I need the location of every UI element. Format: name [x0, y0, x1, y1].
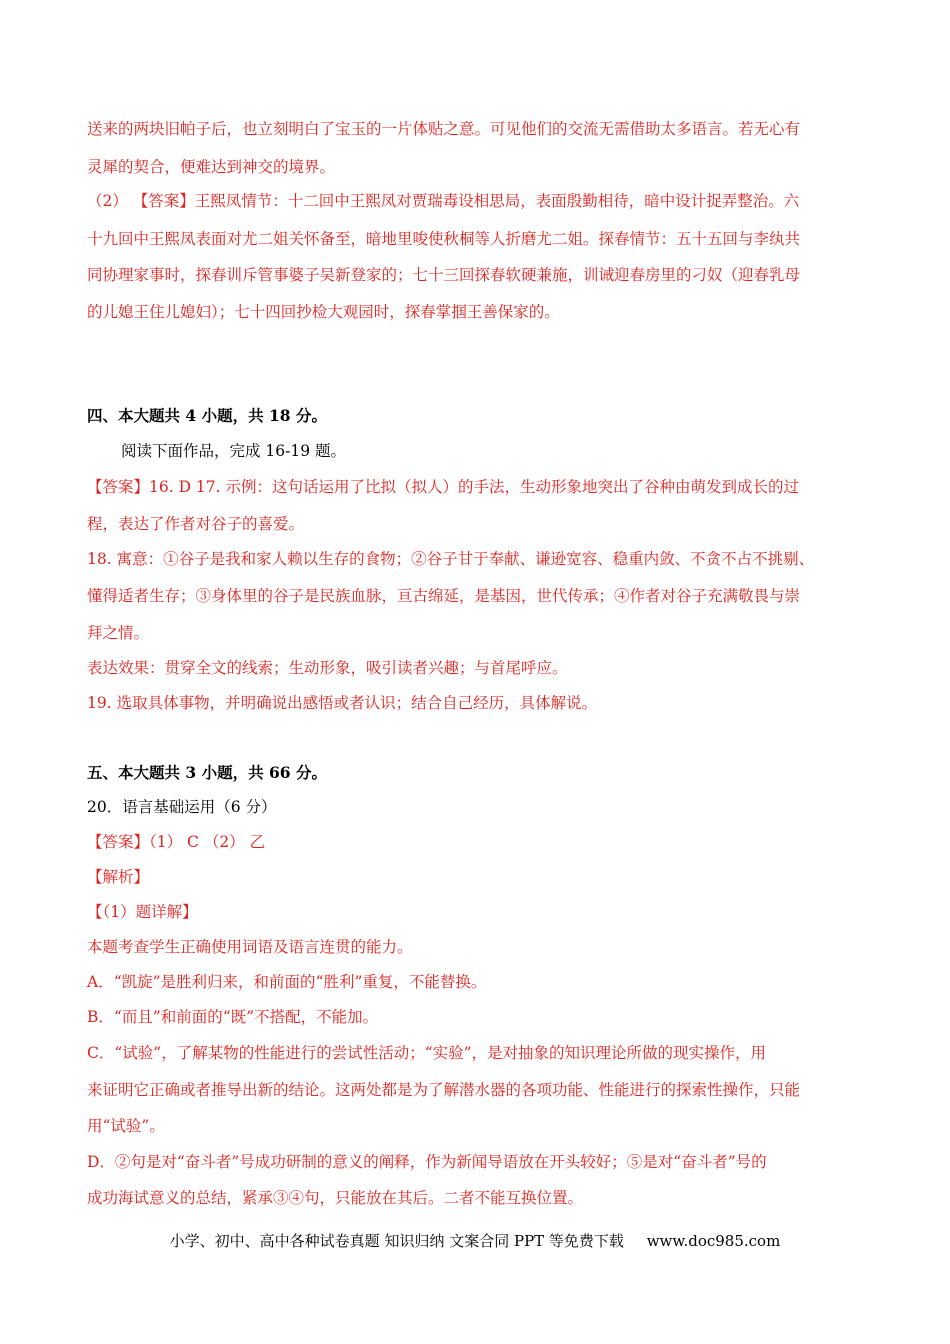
answer-text-line: 【答案】（1） C （2） 乙	[87, 833, 266, 851]
answer-text-line: 18. 寓意：①谷子是我和家人赖以生存的食物；②谷子甘于奉献、谦逊宽容、稳重内敛、不贪不占不挑剔、	[87, 550, 815, 568]
answer-text-line: 懂得适者生存；③身体里的谷子是民族血脉，亘古绵延，是基因，世代传承；④作者对谷子充满敬畏与崇	[87, 587, 801, 605]
analysis-label: 【解析】	[87, 868, 150, 886]
answer-text-line: 拜之情。	[87, 624, 150, 642]
option-explanation: 用“试验”。	[87, 1117, 165, 1135]
option-explanation: 成功海试意义的总结，紧承③④句，只能放在其后。二者不能互换位置。	[87, 1189, 584, 1207]
question-title: 20．语言基础运用（6 分）	[87, 798, 277, 816]
option-explanation: B．“而且”和前面的“既”不搭配，不能加。	[87, 1008, 379, 1026]
footer-text: 小学、初中、高中各种试卷真题 知识归纳 文案合同 PPT 等免费下载	[169, 1232, 624, 1250]
answer-text-line: 表达效果：贯穿全文的线索；生动形象，吸引读者兴趣；与首尾呼应。	[87, 659, 568, 677]
subquestion-label: 【（1）题详解】	[87, 903, 198, 921]
answer-text-line: 本题考查学生正确使用词语及语言连贯的能力。	[87, 938, 413, 956]
answer-text-line: （2） 【答案】王熙凤情节：十二回中王熙凤对贾瑞毒设相思局，表面殷勤相待，暗中设计捉弄整治。六	[87, 192, 800, 210]
section-heading: 五、本大题共 3 小题，共 66 分。	[87, 763, 327, 782]
option-explanation: C．“试验”，了解某物的性能进行的尝试性活动；“实验”，是对抽象的知识理论所做的现实操作，用	[87, 1044, 767, 1062]
option-explanation: D．②句是对“奋斗者”号成功研制的意义的阐释，作为新闻导语放在开头较好；⑤是对“奋斗者”号的	[87, 1153, 767, 1171]
answer-text-line: 的儿媳王住儿媳妇）；七十四回抄检大观园时，探春掌掴王善保家的。	[87, 303, 560, 321]
answer-text-line: 灵犀的契合，便难达到神交的境界。	[87, 158, 336, 176]
page-footer	[0, 1230, 950, 1251]
answer-text-line: 【答案】16. D 17. 示例：这句话运用了比拟（拟人）的手法，生动形象地突出了谷种由萌发到成长的过	[87, 478, 800, 496]
answer-text-line: 同协理家事时，探春训斥管事婆子吴新登家的；七十三回探春软硬兼施，训诫迎春房里的刁奴（迎春乳母	[87, 266, 801, 284]
footer-website-link[interactable]: www.doc985.com	[646, 1232, 781, 1250]
answer-text-line: 19. 选取具体事物，并明确说出感悟或者认识；结合自己经历，具体解说。	[87, 694, 598, 712]
instruction-text: 阅读下面作品，完成 16-19 题。	[121, 442, 347, 460]
section-heading: 四、本大题共 4 小题，共 18 分。	[87, 406, 327, 425]
answer-text-line: 程，表达了作者对谷子的喜爱。	[87, 515, 305, 533]
answer-text-line: 十九回中王熙凤表面对尤二姐关怀备至，暗地里唆使秋桐等人折磨尤二姐。探春情节：五十五回与李纨共	[87, 230, 801, 248]
option-explanation: A．“凯旋”是胜利归来，和前面的“胜利”重复，不能替换。	[87, 973, 487, 991]
option-explanation: 来证明它正确或者推导出新的结论。这两处都是为了解潜水器的各项功能、性能进行的探索性操作，只能	[87, 1081, 801, 1099]
answer-text-line: 送来的两块旧帕子后，也立刻明白了宝玉的一片体贴之意。可见他们的交流无需借助太多语言。若无心有	[87, 120, 801, 138]
